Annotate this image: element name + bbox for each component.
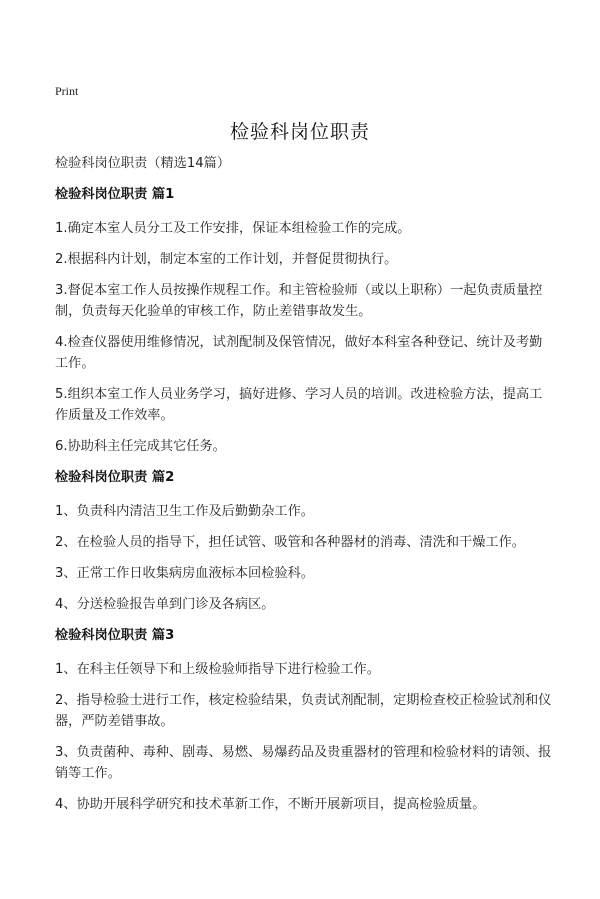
list-item: 1.确定本室人员分工及工作安排，保证本组检验工作的完成。 [55,221,411,236]
section-1 [55,184,555,457]
section-2 [55,467,555,615]
list-item: 2、在检验人员的指导下，担任试管、吸管和各种器材的消毒、清洗和干燥工作。 [55,535,525,550]
document-body [55,153,555,825]
list-item: 1、在科主任领导下和上级检验师指导下进行检验工作。 [55,662,380,677]
list-item: 3、负责菌种、毒种、剧毒、易燃、易爆药品及贵重器材的管理和检验材料的请领、报销等工作。 [55,745,552,781]
section-heading: 检验科岗位职责 篇2 [55,470,175,485]
section-heading: 检验科岗位职责 篇1 [55,187,175,202]
section-heading: 检验科岗位职责 篇3 [55,628,175,643]
page-title: 检验科岗位职责 [229,121,370,143]
print-label[interactable]: Print [55,84,79,98]
list-item: 4、分送检验报告单到门诊及各病区。 [55,597,275,612]
list-item: 1、负责科内清洁卫生工作及后勤勤杂工作。 [55,504,314,519]
section-3 [55,625,555,815]
list-item: 4、协助开展科学研究和技术革新工作，不断开展新项目，提高检验质量。 [55,797,486,812]
list-item: 3、正常工作日收集病房血液标本回检验科。 [55,566,314,581]
list-item: 2.根据科内计划，制定本室的工作计划，并督促贯彻执行。 [55,252,398,267]
list-item: 2、指导检验士进行工作，核定检验结果，负责试剂配制，定期检查校正检验试剂和仪器，严防差错事故。 [55,693,552,729]
list-item: 6.协助科主任完成其它任务。 [55,439,226,454]
document-subtitle: 检验科岗位职责（精选14篇） [55,156,231,171]
list-item: 4.检查仪器使用维修情况，试剂配制及保管情况，做好本科室各种登记、统计及考勤工作。 [55,335,543,371]
list-item: 5.组织本室工作人员业务学习，搞好进修、学习人员的培训。改进检验方法，提高工作质量及工作效率。 [55,387,543,423]
list-item: 3.督促本室工作人员按操作规程工作。和主管检验师（或以上职称）一起负责质量控制，负责每天化验单的审核工作，防止差错事故发生。 [55,283,543,319]
